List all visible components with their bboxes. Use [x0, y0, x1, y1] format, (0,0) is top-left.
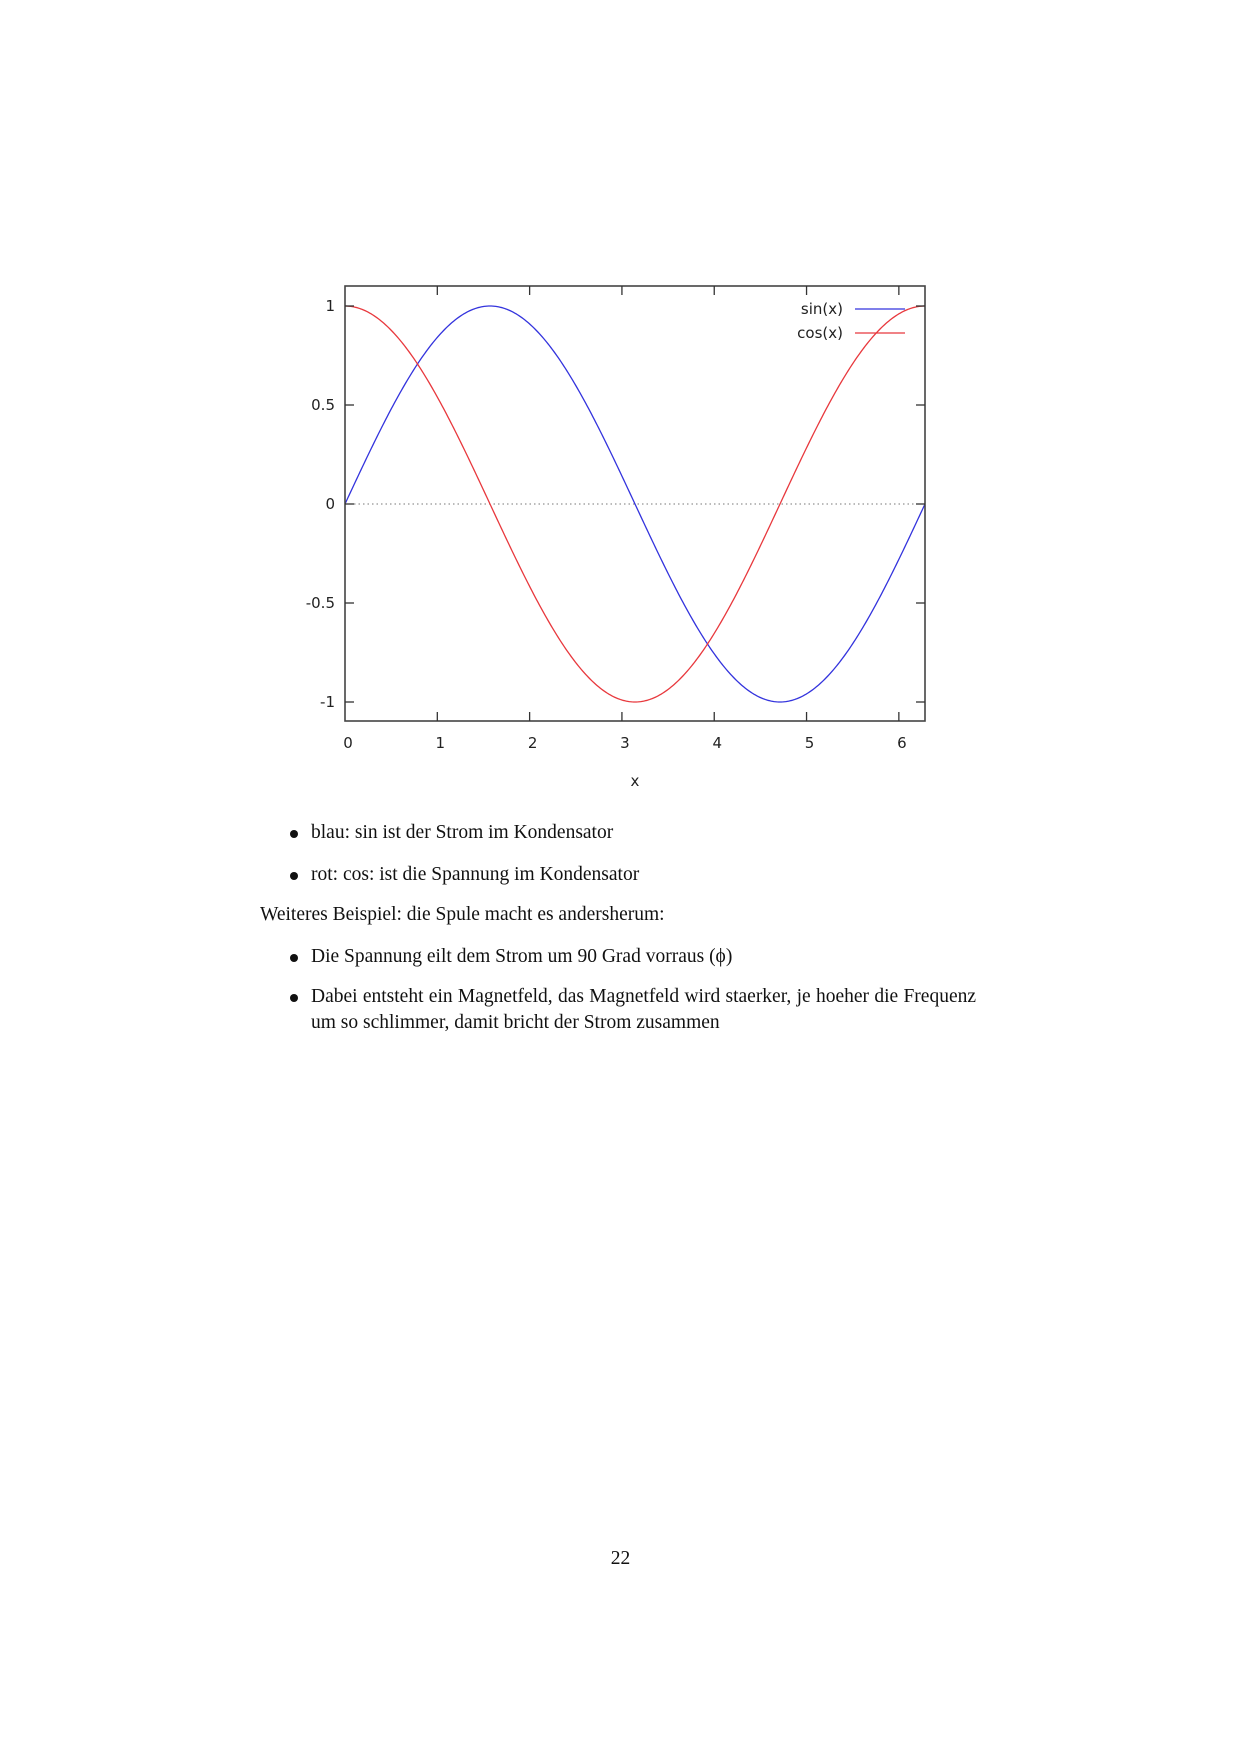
x-tick-label: 0 — [343, 734, 353, 752]
bullet-icon — [290, 954, 298, 962]
list-item-text: Dabei entsteht ein Magnetfeld, das Magnetfeld wird staerker, je hoeher die Frequenz um so schlimmer, damit bricht der Strom zusammen — [311, 986, 976, 1033]
legend-label: sin(x) — [800, 300, 843, 318]
x-tick-label: 1 — [435, 734, 446, 752]
x-tick-label: 2 — [527, 734, 538, 752]
paragraph: Weiteres Beispiel: die Spule macht es andersherum: — [260, 904, 665, 925]
page-number: 22 — [610, 1548, 631, 1569]
x-tick-label: 6 — [897, 734, 907, 752]
y-tick-label: -1 — [320, 693, 335, 711]
x-tick-label: 3 — [620, 734, 630, 752]
list-item-text: rot: cos: ist die Spannung im Kondensator — [311, 864, 640, 885]
list-item-text: blau: sin ist der Strom im Kondensator — [311, 822, 614, 843]
axis-tick-labels — [306, 297, 907, 752]
bullet-icon — [290, 872, 298, 880]
y-tick-label: 0.5 — [311, 396, 335, 414]
bullet-icon — [290, 994, 298, 1002]
y-tick-label: -0.5 — [305, 594, 335, 612]
x-axis-label: x — [630, 772, 640, 790]
legend-label: cos(x) — [797, 324, 843, 342]
x-tick-label: 5 — [804, 734, 815, 752]
y-tick-label: 0 — [325, 495, 335, 513]
sin-cos-line-chart — [0, 0, 1241, 800]
x-tick-label: 4 — [712, 734, 723, 752]
y-tick-label: 1 — [325, 297, 335, 315]
list-item-text: Die Spannung eilt dem Strom um 90 Grad vorraus (ϕ) — [311, 946, 733, 967]
bullet-icon — [290, 830, 298, 838]
